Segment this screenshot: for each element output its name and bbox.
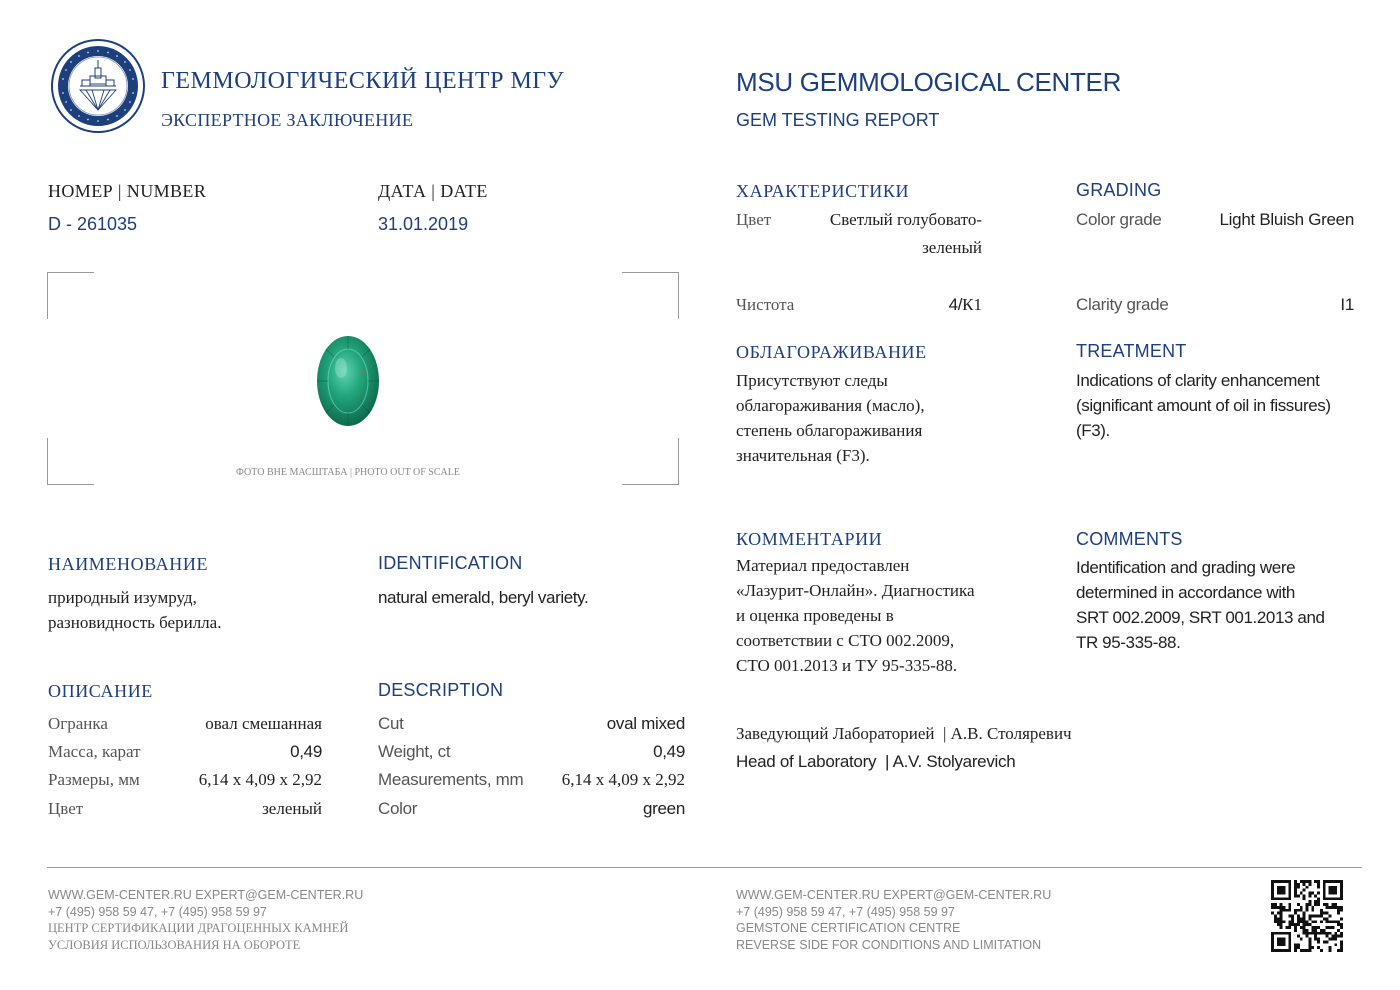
photo-caption: ФОТО ВНЕ МАСШТАБА | PHOTO OUT OF SCALE (236, 467, 460, 478)
footer-right (736, 887, 1051, 953)
header-title-en: MSU GEMMOLOGICAL CENTER (736, 67, 1122, 97)
footer-right-phones: +7 (495) 958 59 47, +7 (495) 958 59 97 (736, 904, 955, 919)
header-title-ru: ГЕММОЛОГИЧЕСКИЙ ЦЕНТР МГУ (161, 68, 565, 94)
msu-logo-seal-icon (50, 38, 146, 134)
signature-en: Head of Laboratory | A.V. Stolyarevich (736, 752, 1016, 771)
signature-ru: Заведующий Лабораторией | А.В. Столяревич (736, 724, 1072, 743)
cut-label-ru: Огранка (48, 714, 108, 733)
grading-heading-en: GRADING (1076, 180, 1162, 200)
weight-value-ru: 0,49 (290, 742, 322, 761)
grading-color-value-en: Light Bluish Green (1219, 210, 1354, 229)
treatment-heading-ru: ОБЛАГОРАЖИВАНИЕ (736, 342, 927, 362)
weight-label-ru: Масса, карат (48, 742, 141, 761)
color-label-ru: Цвет (48, 799, 84, 818)
treatment-text-en: Indications of clarity enhancement (significant amount of oil in fissures) (F3). (1076, 371, 1331, 440)
description-heading-ru: ОПИСАНИЕ (48, 681, 153, 701)
treatment-heading-en: TREATMENT (1076, 341, 1187, 361)
grading-clarity-value-ru-k: К1 (962, 295, 982, 314)
color-value-ru: зеленый (262, 799, 322, 818)
emerald-photo (315, 334, 381, 428)
identification-heading-ru: НАИМЕНОВАНИЕ (48, 554, 209, 574)
grading-clarity-label-ru: Чистота (736, 295, 795, 314)
footer-left (48, 887, 363, 953)
grading-color-value-ru-line2: зеленый (922, 238, 982, 257)
grading-clarity-label-en: Clarity grade (1076, 295, 1169, 314)
header-subtitle-en: GEM TESTING REPORT (736, 110, 940, 130)
weight-value-en: 0,49 (653, 742, 685, 761)
footer-left-phones: +7 (495) 958 59 47, +7 (495) 958 59 97 (48, 904, 267, 919)
footer-left-contacts: WWW.GEM-CENTER.RU EXPERT@GEM-CENTER.RU (48, 888, 364, 902)
color-value-en: green (643, 799, 685, 818)
footer-right-contacts: WWW.GEM-CENTER.RU EXPERT@GEM-CENTER.RU (736, 888, 1052, 902)
number-value: D - 261035 (48, 214, 138, 234)
grading-clarity-value-en: I1 (1340, 295, 1354, 314)
date-label: ДАТА | DATE (378, 181, 488, 201)
footer-left-conditions: УСЛОВИЯ ИСПОЛЬЗОВАНИЯ НА ОБОРОТЕ (48, 937, 301, 952)
measurements-value-en: 6,14 x 4,09 x 2,92 (561, 770, 685, 789)
date-value: 31.01.2019 (378, 214, 469, 234)
cut-value-ru: овал смешанная (205, 714, 322, 733)
footer-left-center: ЦЕНТР СЕРТИФИКАЦИИ ДРАГОЦЕННЫХ КАМНЕЙ (48, 921, 349, 935)
identification-text-en: natural emerald, beryl variety. (378, 588, 589, 607)
footer-divider (47, 867, 1362, 868)
comments-text-en: Identification and grading were determined in accordance with SRT 002.2009, SRT 001.2013 and TR 95-335-88. (1076, 558, 1325, 652)
measurements-label-en: Measurements, mm (378, 770, 524, 789)
grading-color-label-en: Color grade (1076, 210, 1162, 229)
color-label-en: Color (378, 799, 418, 818)
comments-text-ru: Материал предоставлен «Лазурит-Онлайн». Диагностика и оценка проведены в соответствии с СТО 002.2009, СТО 001.2013 и ТУ 95-335-88. (736, 556, 975, 675)
cut-value-en: oval mixed (606, 714, 685, 733)
comments-heading-ru: КОММЕНТАРИИ (736, 529, 883, 549)
grading-color-value-ru-line1: Светлый голубовато- (829, 210, 982, 229)
grading-heading-ru: ХАРАКТЕРИСТИКИ (736, 181, 910, 201)
number-label: НОМЕР | NUMBER (48, 181, 207, 201)
footer-right-center: GEMSTONE CERTIFICATION CENTRE (736, 921, 961, 935)
grading-clarity-value-ru-num: 4/ (948, 295, 963, 314)
qr-code-icon (1271, 880, 1343, 952)
weight-label-en: Weight, ct (378, 742, 451, 761)
identification-heading-en: IDENTIFICATION (378, 553, 523, 573)
measurements-value-ru: 6,14 x 4,09 x 2,92 (198, 770, 322, 789)
grading-color-label-ru: Цвет (736, 210, 772, 229)
grading-clarity-value-ru (880, 295, 982, 315)
comments-heading-en: COMMENTS (1076, 529, 1183, 549)
footer-right-conditions: REVERSE SIDE FOR CONDITIONS AND LIMITATION (736, 937, 1042, 952)
cut-label-en: Cut (378, 714, 404, 733)
identification-text-ru: природный изумруд, разновидность берилла. (48, 588, 222, 632)
header-subtitle-ru: ЭКСПЕРТНОЕ ЗАКЛЮЧЕНИЕ (161, 110, 414, 130)
measurements-label-ru: Размеры, мм (48, 770, 140, 789)
description-heading-en: DESCRIPTION (378, 680, 504, 700)
treatment-text-ru: Присутствуют следы облагораживания (масло), степень облагораживания значительная (F3). (736, 371, 925, 465)
